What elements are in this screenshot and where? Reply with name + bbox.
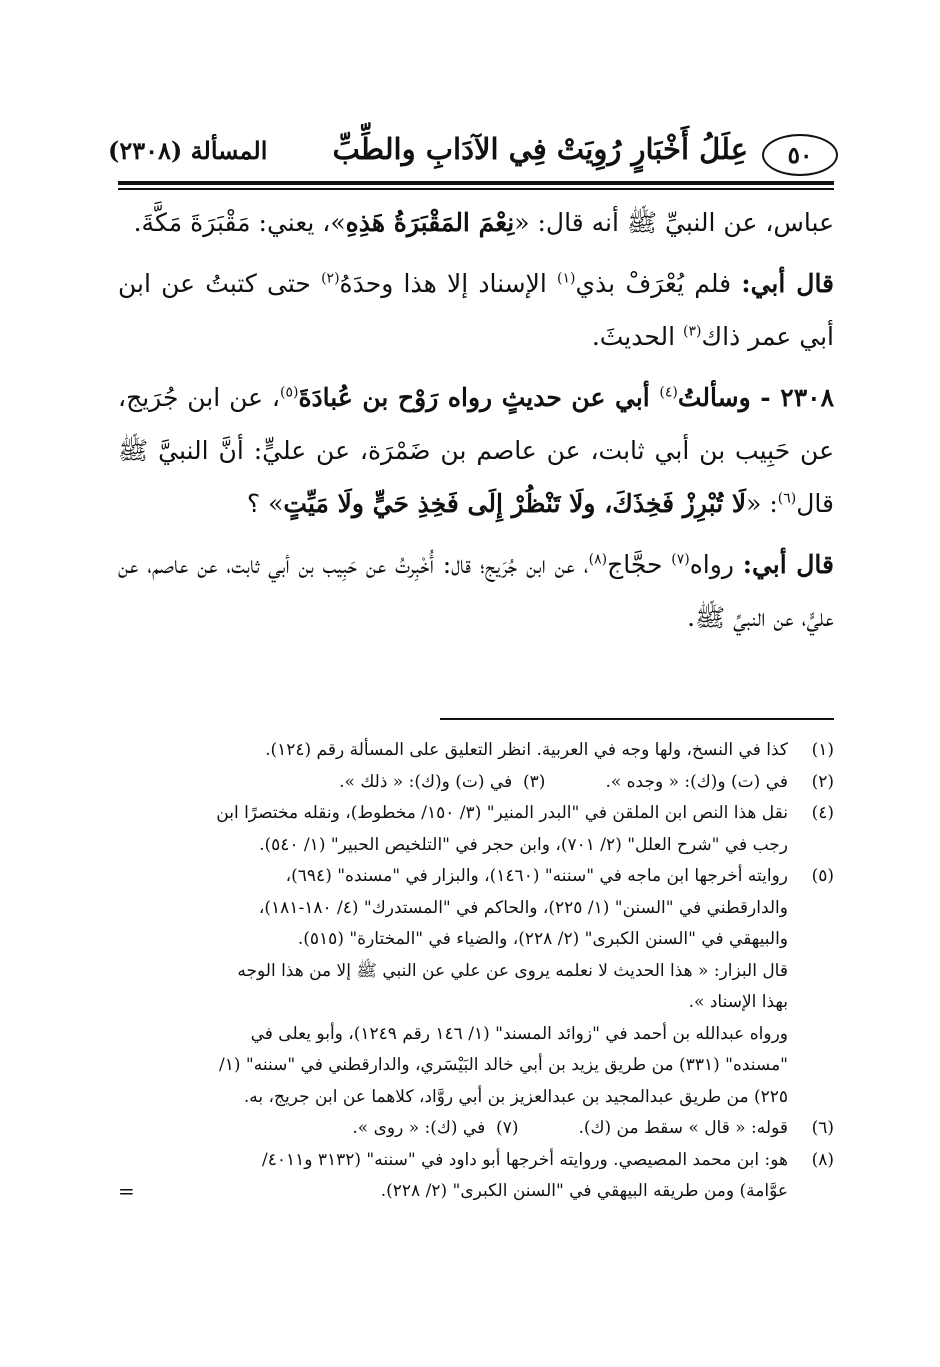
footnote-number: (٧)	[496, 1118, 519, 1138]
speaker-label: قال أبي:	[741, 269, 835, 298]
footnote-text: في (ت) و(ك): « ذلك ».	[339, 771, 513, 792]
text-run: عباس، عن النبيِّ ﷺ أنه قال: «	[514, 208, 834, 237]
footnote-line: والدارقطني في "السنن" (١/ ٢٢٥)، والحاكم في "المستدرك" (٤/ ١٨٠-١٨١)،	[258, 897, 788, 918]
footnote-6-7	[118, 1113, 834, 1145]
header-rule-thin	[118, 188, 834, 190]
footnote-number: (٨)	[811, 1149, 834, 1170]
text-run: الحديثَ.	[591, 322, 684, 351]
text-run: رواه	[689, 550, 743, 579]
footnote-ref-4: (٤)	[659, 384, 678, 401]
footnote-ref-5: (٥)	[279, 384, 299, 401]
footnote-text: قوله: « قال » سقط من (ك).	[578, 1118, 788, 1138]
footnote-ref-7: (٧)	[671, 551, 690, 568]
hadith-text: نِعْمَ المَقْبَرَةُ هَذِهِ	[345, 208, 515, 237]
footnote-line: قال البزار: « هذا الحديث لا نعلمه يروى عن علي عن النبي ﷺ إلا من هذا الوجه	[237, 960, 788, 981]
footnote-ref-2: (٢)	[321, 270, 340, 287]
header-rule-thick	[118, 181, 834, 185]
footnote-number: (٢)	[811, 771, 834, 792]
paragraph-4	[118, 538, 834, 644]
text-run: حجَّاج	[607, 550, 672, 579]
text-run: » ؟	[246, 489, 284, 518]
text-run: : «	[746, 489, 778, 518]
footnote-ref-6: (٦)	[777, 490, 797, 507]
text-run: ، عن ابن جُرَيج، عن حَبِيب بن أبي ثابت، عن عاصم بن ضَمْرَة، عن عليٍّ: أنَّ النبيَّ ﷺ قال	[118, 383, 834, 518]
footnote-line: بهذا الإسناد ».	[688, 992, 788, 1012]
footnote-line: "مسنده" (٣٣١) من طريق يزيد بن أبي خالد البَيْسَري، والدارقطني في "سننه" (١/	[218, 1055, 788, 1075]
issue-lead: ٢٣٠٨ - وسألتُ	[677, 383, 834, 412]
text-run: »، يعني: مَقْبَرَةَ مَكَّةَ.	[133, 208, 346, 237]
footnote-text: في (ت) و(ك): « وجده ».	[605, 771, 788, 792]
footnote-5	[118, 861, 834, 1113]
issue-label: المسألة (٢٣٠٨)	[108, 136, 268, 165]
text-run: الإسناد إلا هذا وحدَهُ	[339, 269, 558, 298]
paragraph-1	[118, 196, 834, 249]
footnote-line: ورواه عبدالله بن أحمد في "زوائد المسند" (١/ ١٤٦ رقم ١٢٤٩)، وأبو يعلى في	[250, 1023, 788, 1044]
footnote-text: كذا في النسخ، ولها وجه في العربية. انظر التعليق على المسألة رقم (١٢٤).	[265, 740, 788, 760]
footnote-text: في (ك): « روى ».	[352, 1118, 486, 1138]
footnote-line: رجب في "شرح العلل" (٢/ ٧٠١)، وابن حجر في "التلخيص الحبير" (١/ ٥٤٠).	[259, 834, 788, 855]
footnote-line: عوَّامة) ومن طريقه البيهقي في "السنن الكبرى" (٢/ ٢٢٨).	[380, 1181, 788, 1201]
footnote-number: (١)	[811, 740, 834, 760]
paragraph-2	[118, 257, 834, 363]
book-title: عِلَلُ أَخْبَارٍ رُوِيَتْ فِي الآدَابِ والطِّبِّ	[332, 132, 748, 166]
footnote-4	[118, 798, 834, 861]
hadith-text: لَا تُبْرِزْ فَخِذَكَ، ولَا تَنْظُرْ إِلَى فَخِذِ حَيٍّ ولَا مَيِّتٍ	[283, 489, 747, 518]
footnote-number: (٤)	[811, 803, 834, 823]
text-run: أبي عن حديثٍ رواه رَوْح بن عُبادَةَ	[298, 383, 660, 412]
footnote-line: نقل هذا النص ابن الملقن في "البدر المنير" (٣/ ١٥٠/ مخطوط)، ونقله مختصرًا ابن	[216, 803, 788, 823]
footnotes	[118, 735, 834, 1208]
page-header	[108, 128, 838, 180]
paragraph-3	[118, 371, 834, 530]
footnote-8	[118, 1145, 834, 1208]
footnote-line: والبيهقي في "السنن الكبرى" (٢/ ٢٢٨)، والضياء في "المختارة" (٥١٥).	[297, 929, 788, 949]
speaker-label: قال أبي:	[742, 550, 834, 579]
page-number: ٥٠	[762, 134, 838, 176]
footnote-line: ٢٢٥) من طريق عبدالمجيد بن عبدالعزيز بن أبي روَّاد، كلاهما عن ابن جريج، به.	[243, 1086, 788, 1107]
main-text	[118, 196, 834, 644]
footnote-separator	[440, 718, 834, 720]
footnote-line: روايته أخرجها ابن ماجه في "سننه" (١٤٦٠)، والبزار في "مسنده" (٦٩٤)،	[285, 866, 788, 886]
footnote-ref-1: (١)	[557, 270, 576, 287]
continuation-mark: =	[118, 1179, 135, 1203]
footnote-line: هو: ابن محمد المصيصي. وروايته أخرجها أبو داود في "سننه" (٣١٣٢ و٤٠١١/	[261, 1149, 788, 1170]
text-run: ، عن ابن جُرَيج؛ قال: أُخْبِرتُ عن حَبِيب بن أبي ثابت، عن عاصم، عن عليٍّ، عن النبيِّ ﷺ.	[118, 550, 834, 632]
text-run: فلم يُعْرَفْ بذي	[575, 269, 742, 298]
text-run: حتى كتبتُ عن ابن أبي عمر ذاك	[118, 269, 834, 351]
footnote-ref-3: (٣)	[683, 323, 702, 340]
footnote-ref-8: (٨)	[588, 551, 608, 568]
footnote-1	[118, 735, 834, 767]
footnote-number: (٦)	[811, 1118, 834, 1138]
footnote-number: (٥)	[811, 866, 834, 886]
footnote-number: (٣)	[523, 771, 546, 792]
footnote-2-3	[118, 767, 834, 799]
